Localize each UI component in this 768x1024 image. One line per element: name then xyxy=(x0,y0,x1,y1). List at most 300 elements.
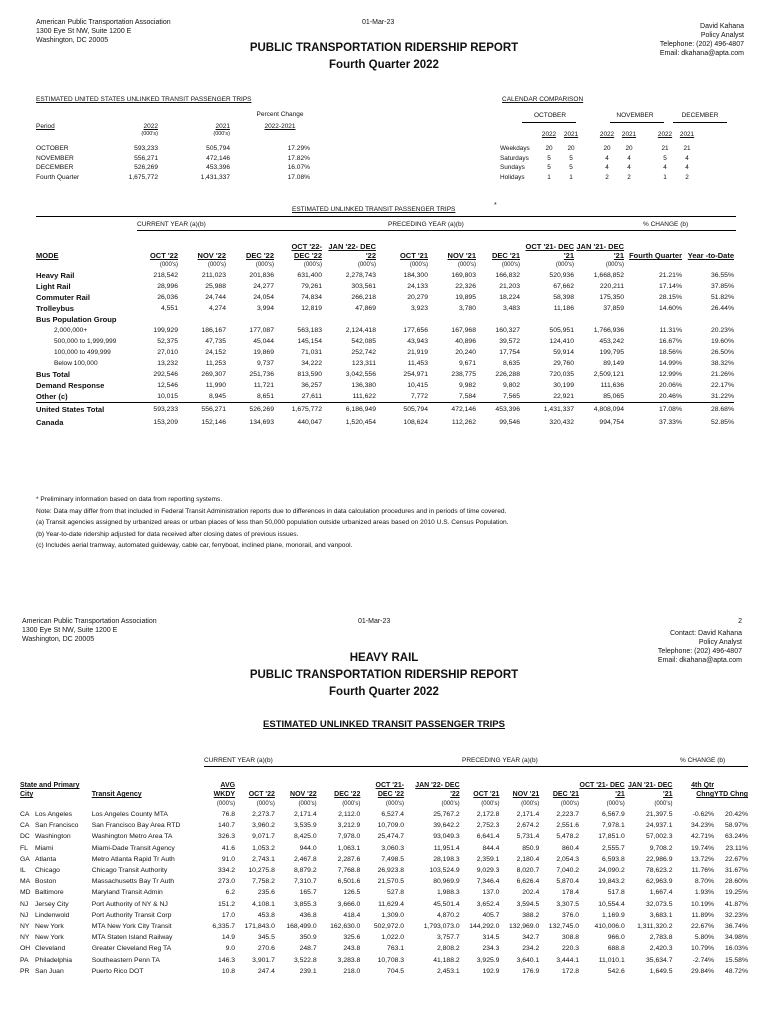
state-city xyxy=(20,820,92,831)
agency-value: 7,758.2 xyxy=(252,878,275,886)
agency-value: 6,527.4 xyxy=(381,811,405,819)
agency-value: 2,783.8 xyxy=(649,934,673,942)
agency-value: 4,870.2 xyxy=(436,911,460,919)
mode-value: 20.23% xyxy=(710,327,734,334)
agency-unit-row xyxy=(20,799,748,809)
mode-value xyxy=(574,314,624,325)
agency-value: 17.0 xyxy=(221,911,236,919)
cal-label: Holidays xyxy=(500,173,525,181)
mode-value: 3,042,556 xyxy=(345,371,376,378)
transit-agency: Washington Metro Area TA xyxy=(91,833,173,841)
mode-value: 4,551 xyxy=(160,305,178,312)
unit-label: (000's) xyxy=(216,801,236,807)
mode-value: 18,224 xyxy=(499,294,520,301)
mode-value: 199,795 xyxy=(599,349,624,356)
agency-value: 376.0 xyxy=(562,911,580,919)
col-2022-2021: 2022-2021 xyxy=(264,123,296,130)
cal-year: 2022 xyxy=(657,130,673,138)
agency-value: 8,879.2 xyxy=(293,867,317,875)
mode-value: 10,015 xyxy=(157,393,178,400)
mode-value: 453,396 xyxy=(476,403,520,417)
state-city xyxy=(20,854,92,865)
agency-row xyxy=(20,854,748,865)
mode-value xyxy=(624,314,682,325)
main-trips-star: * xyxy=(494,202,497,209)
cal-month-nov: NOVEMBER xyxy=(616,112,654,119)
mode-value: 24,744 xyxy=(205,294,226,301)
state-code: MA xyxy=(20,878,31,886)
agency-row xyxy=(20,966,748,977)
footnotes xyxy=(36,494,736,552)
cal-year: 2022 xyxy=(599,130,615,138)
col-header: JAN '22- DEC '22 xyxy=(328,242,376,260)
agency-value: 3,640.1 xyxy=(516,956,540,964)
primary-city: Atlanta xyxy=(35,855,57,863)
mode-value: 167,968 xyxy=(451,327,476,334)
agency-value: 35,634.7 xyxy=(646,956,673,964)
contact-name: David Kahana xyxy=(700,23,744,30)
us-trips-heading: ESTIMATED UNITED STATES UNLINKED TRANSIT PASSENGER TRIPS xyxy=(36,96,252,103)
agency-value: 944.0 xyxy=(299,844,317,852)
group-change: % CHANGE (b) xyxy=(643,221,689,228)
col-header: Fourth Quarter xyxy=(629,251,682,260)
primary-city: San Francisco xyxy=(35,822,79,830)
period-label: Fourth Quarter xyxy=(36,173,80,181)
state-code: CA xyxy=(20,822,30,830)
agency-value: 844.4 xyxy=(482,844,500,852)
state-city xyxy=(20,932,92,943)
cal-corner xyxy=(500,128,538,140)
mode-value: 37.33% xyxy=(658,418,682,426)
mode-value: 238,775 xyxy=(451,371,476,378)
cal-value: 5 xyxy=(547,154,551,162)
unit-label: (000's) xyxy=(409,262,428,268)
mode-value: 17.14% xyxy=(658,283,682,290)
agency-value: 25,767.2 xyxy=(433,811,460,819)
period-pct: 17.82% xyxy=(287,154,310,162)
agency-value: 171,843.0 xyxy=(244,922,275,930)
cal-value: 20 xyxy=(603,145,611,153)
agency-value: 3,522.8 xyxy=(293,956,317,964)
agency-value: 2,467.8 xyxy=(293,855,317,863)
p2-mode-title: HEAVY RAIL xyxy=(349,652,419,664)
agency-value: 3,855.3 xyxy=(293,900,317,908)
agency-value: -0.62% xyxy=(692,811,715,819)
cal-value: 4 xyxy=(685,154,689,162)
agency-value: 10,554.4 xyxy=(598,900,625,908)
col-header: DEC '22 xyxy=(245,251,274,260)
contact-phone: Telephone: (202) 496-4807 xyxy=(659,41,744,48)
cal-row xyxy=(500,154,698,164)
mode-value: 85,065 xyxy=(603,393,624,400)
agency-value: 273.0 xyxy=(218,878,236,886)
state-code: MD xyxy=(20,889,31,897)
agency-value: 3,666.0 xyxy=(337,900,361,908)
agency-value: 31.67% xyxy=(724,867,748,875)
primary-city: San Juan xyxy=(35,967,64,975)
agency-value: 527.8 xyxy=(387,889,405,897)
agency-value: 6.2 xyxy=(225,889,236,897)
mode-label: Demand Response xyxy=(36,381,105,390)
mode-value: 2,124,418 xyxy=(345,327,376,334)
agency-value: 6,335.7 xyxy=(212,922,236,930)
col-header: NOV '22 xyxy=(197,251,226,260)
mode-value: 74,834 xyxy=(301,294,322,301)
agency-value: 126.5 xyxy=(343,889,361,897)
agency-value: 7,040.2 xyxy=(556,867,580,875)
mode-value: 994,754 xyxy=(599,418,624,426)
mode-value: 18.56% xyxy=(658,349,682,356)
agency-value: 15.58% xyxy=(724,956,748,964)
mode-value: 505,794 xyxy=(376,403,428,417)
state-city xyxy=(20,831,92,842)
period-pct: 17.08% xyxy=(287,173,310,181)
agency-value: 5.80% xyxy=(694,934,715,942)
period-pct: 17.29% xyxy=(287,145,310,153)
calendar-heading: CALENDAR COMPARISON xyxy=(502,96,584,103)
unit-row xyxy=(36,260,734,270)
agency-value: 3,683.1 xyxy=(649,911,673,919)
unit-label: (000's) xyxy=(385,801,405,807)
mode-value: 28,996 xyxy=(157,283,178,290)
transit-agency: San Francisco Bay Area RTD xyxy=(91,822,181,830)
cal-value: 2 xyxy=(605,173,609,181)
col-agency: Transit Agency xyxy=(91,791,142,798)
agency-value: 308.8 xyxy=(562,934,580,942)
agency-value: 63.24% xyxy=(724,833,748,841)
mode-value: 7,584 xyxy=(458,393,476,400)
agency-value: 966.0 xyxy=(607,934,625,942)
mode-value: 26,036 xyxy=(157,294,178,301)
col-header: JAN '21- DEC '21 xyxy=(628,782,673,798)
agency-value: 144,292.0 xyxy=(469,922,500,930)
cal-value: 4 xyxy=(605,164,609,172)
mode-value xyxy=(476,314,520,325)
mode-value: 542,085 xyxy=(351,338,376,345)
mode-value: 2,509,121 xyxy=(593,371,624,378)
cal-value: 2 xyxy=(685,173,689,181)
mode-value: 12,819 xyxy=(301,305,322,312)
period-label: DECEMBER xyxy=(36,164,74,172)
org-city: Washington, DC 20005 xyxy=(36,37,109,44)
agency-value: 314.5 xyxy=(482,934,500,942)
mode-row xyxy=(36,358,734,369)
agency-row xyxy=(20,876,748,887)
agency-value: 7,498.5 xyxy=(381,855,405,863)
mode-value: 7,565 xyxy=(502,393,520,400)
mode-value: 226,288 xyxy=(495,371,520,378)
cal-value: 5 xyxy=(569,154,573,162)
agency-value: 342.7 xyxy=(522,934,540,942)
agency-value: 1,988.3 xyxy=(436,889,460,897)
p2-contact-name: Contact: David Kahana xyxy=(670,630,742,637)
agency-value: 39,642.2 xyxy=(433,822,460,830)
mode-value: 11.31% xyxy=(659,327,682,334)
agency-value: 3,960.2 xyxy=(252,822,275,830)
mode-value: 52.85% xyxy=(710,418,734,426)
state-code: DC xyxy=(20,833,30,841)
state-city xyxy=(20,876,92,887)
mode-value: 252,742 xyxy=(351,349,376,356)
mode-value: 79,261 xyxy=(301,283,322,290)
agency-row xyxy=(20,932,748,943)
p2-org-name: American Public Transportation Association xyxy=(22,618,157,625)
mode-value: 89,149 xyxy=(603,360,624,367)
unit-label: (000's) xyxy=(606,801,625,807)
state-city xyxy=(20,943,92,954)
mode-value: 14.60% xyxy=(658,305,682,312)
agency-value: 418.4 xyxy=(343,911,361,919)
col-header: OCT '21 xyxy=(473,791,500,798)
mode-value: 21.26% xyxy=(710,371,734,378)
unit-label: (000's) xyxy=(654,801,673,807)
mode-value: 28.68% xyxy=(682,403,734,417)
org-address xyxy=(36,18,171,45)
mode-value: 22.17% xyxy=(710,382,734,389)
mode-value: 8,651 xyxy=(256,393,274,400)
agency-value: 3,283.8 xyxy=(337,956,361,964)
mode-value: 36,257 xyxy=(301,382,322,389)
agency-value: 7,310.7 xyxy=(293,878,317,886)
agency-value: 3,925.9 xyxy=(476,956,500,964)
col-2021: 2021 xyxy=(215,123,230,130)
period-label: OCTOBER xyxy=(36,145,69,153)
main-trips-heading xyxy=(292,205,455,214)
mode-value: 17,754 xyxy=(499,349,520,356)
mode-value: 563,183 xyxy=(297,327,322,334)
state-city xyxy=(20,809,92,820)
mode-value: 1,520,454 xyxy=(345,418,376,426)
mode-value: 38.32% xyxy=(710,360,734,367)
transit-agency: Los Angeles County MTA xyxy=(91,811,168,819)
mode-value: 123,311 xyxy=(351,360,376,367)
agency-row xyxy=(20,910,748,921)
agency-value: -2.74% xyxy=(692,956,715,964)
agency-value: 2,674.2 xyxy=(516,822,540,830)
mode-label: Heavy Rail xyxy=(36,271,75,280)
agency-value: 93,049.3 xyxy=(433,833,460,841)
primary-city: Baltimore xyxy=(35,889,64,897)
cal-value: 20 xyxy=(545,145,553,153)
mode-value: 39,572 xyxy=(499,338,520,345)
mode-label: Bus Population Group xyxy=(36,315,117,324)
mode-row xyxy=(36,347,734,358)
mode-value: 26.50% xyxy=(710,349,734,356)
agency-value: 48.72% xyxy=(724,967,748,975)
agency-value: 8,425.0 xyxy=(293,833,317,841)
col-header: OCT '21- DEC '21 xyxy=(579,782,625,798)
agency-value: 1,309.0 xyxy=(381,911,405,919)
mode-value: 472,146 xyxy=(428,403,476,417)
agency-value: 78,623.2 xyxy=(646,867,673,875)
agency-value: 26,923.8 xyxy=(377,867,405,875)
mode-value xyxy=(128,314,178,325)
footnote-c: (c) Includes aerial tramway, automated guideway, cable car, ferryboat, inclined plane, monorail, and vanpool. xyxy=(36,542,353,549)
mode-label: 500,000 to 1,999,999 xyxy=(54,338,117,345)
primary-city: Los Angeles xyxy=(35,811,73,819)
mode-label: Commuter Rail xyxy=(36,293,91,302)
mode-row xyxy=(36,292,734,303)
col-header: OCT '21- DEC '22 xyxy=(375,782,405,798)
cal-value: 5 xyxy=(569,164,573,172)
mode-value: 37.85% xyxy=(710,283,734,290)
agency-value: 3,535.9 xyxy=(293,822,317,830)
agency-value: 1,793,073.0 xyxy=(423,922,460,930)
p2-contact-title: Policy Analyst xyxy=(698,639,742,646)
mode-value: 303,561 xyxy=(351,283,376,290)
agency-value: 34.23% xyxy=(691,822,715,830)
agency-value: 103,524.9 xyxy=(429,867,460,875)
agency-value: 247.4 xyxy=(257,967,275,975)
agency-row xyxy=(20,943,748,954)
footnote-a: (a) Transit agencies assigned by urbanized areas or urban places of less than 50,000 population outside urbanized areas based on 2010 U.S. Census Population. xyxy=(36,519,509,526)
agency-value: 132,969.0 xyxy=(509,922,540,930)
mode-value: 12.99% xyxy=(658,371,682,378)
cal-row xyxy=(500,144,698,154)
mode-value: 47,869 xyxy=(355,305,376,312)
agency-value: 7,346.4 xyxy=(476,878,500,886)
agency-value: 151.2 xyxy=(218,900,236,908)
agency-value: 234.3 xyxy=(482,945,500,953)
cal-label: Weekdays xyxy=(500,145,530,153)
agency-value: 2,287.6 xyxy=(337,855,361,863)
agency-value: 32.23% xyxy=(724,911,748,919)
agency-value: 345.5 xyxy=(257,934,275,942)
agency-value: 22,986.9 xyxy=(646,855,673,863)
footnote-b: (b) Year-to-date ridership adjusted for data received after closing dates of previous issues. xyxy=(36,530,299,538)
period-2021: 472,146 xyxy=(206,154,230,162)
org-street: 1300 Eye St NW, Suite 1200 E xyxy=(36,28,132,35)
agency-value: 248.7 xyxy=(299,945,317,953)
mode-value: 3,780 xyxy=(458,305,476,312)
cal-value: 5 xyxy=(547,164,551,172)
agency-value: 178.4 xyxy=(562,889,580,897)
agency-value: 76.8 xyxy=(221,811,236,819)
agency-value: 34.98% xyxy=(724,934,748,942)
agency-value: 45,501.4 xyxy=(433,900,460,908)
mode-value: 26.44% xyxy=(710,305,734,312)
agency-value: 2,112.0 xyxy=(338,811,361,819)
mode-row xyxy=(36,380,734,391)
p2-page-number: 2 xyxy=(738,618,742,625)
mode-value: 12,546 xyxy=(157,382,178,389)
agency-value: 704.5 xyxy=(387,967,405,975)
agency-value: 11.76% xyxy=(691,867,715,875)
agency-value: 3,444.1 xyxy=(556,956,580,964)
mode-value: 111,622 xyxy=(352,393,376,400)
mode-row xyxy=(36,391,734,403)
cal-value: 21 xyxy=(661,145,669,153)
mode-value: 19,895 xyxy=(455,294,476,301)
mode-value: 1,675,772 xyxy=(274,403,322,417)
mode-value: 13,232 xyxy=(157,360,178,367)
agency-value: 8.70% xyxy=(694,878,715,886)
agency-value: 9,029.3 xyxy=(476,867,500,875)
transit-agency: Puerto Rico DOT xyxy=(91,967,144,975)
mode-value xyxy=(376,314,428,325)
mode-value: 186,167 xyxy=(201,327,226,334)
agency-value: 388.2 xyxy=(522,911,540,919)
main-trips-heading-text: ESTIMATED UNLINKED TRANSIT PASSENGER TRIPS xyxy=(292,206,456,213)
cal-value: 4 xyxy=(627,154,631,162)
agency-value: 24,090.2 xyxy=(598,867,625,875)
mode-value: 505,951 xyxy=(549,327,574,334)
agency-value: 325.6 xyxy=(343,934,361,942)
mode-value: 266,218 xyxy=(351,294,376,301)
unit-label: (000's) xyxy=(298,801,317,807)
p2-org-city: Washington, DC 20005 xyxy=(22,636,95,643)
p2-org-street: 1300 Eye St NW, Suite 1200 E xyxy=(22,627,118,634)
agency-value: 517.8 xyxy=(607,889,625,897)
mode-value: 199,929 xyxy=(153,327,178,334)
agency-value: 405.7 xyxy=(482,911,500,919)
col-header: OCT '21 xyxy=(399,251,428,260)
mode-value: 20,240 xyxy=(455,349,476,356)
agency-value: 10,708.3 xyxy=(377,956,405,964)
agency-value: 25,474.7 xyxy=(377,833,405,841)
mode-value: 16.67% xyxy=(658,338,682,345)
agency-value: 162,630.0 xyxy=(330,922,361,930)
agency-value: 2,808.2 xyxy=(436,945,460,953)
mode-value: 8,635 xyxy=(502,360,520,367)
mode-value: 27,611 xyxy=(301,393,322,400)
mode-value: 20,279 xyxy=(407,294,428,301)
mode-value: 43,943 xyxy=(407,338,428,345)
mode-value: 152,146 xyxy=(201,418,226,426)
agency-value: 2,171.4 xyxy=(516,811,540,819)
col-header: YTD Chng xyxy=(714,791,748,798)
state-code: NY xyxy=(20,934,30,942)
p2-contact-phone: Telephone: (202) 496-4807 xyxy=(657,648,742,655)
period-label: NOVEMBER xyxy=(36,154,74,162)
mode-value: 218,542 xyxy=(153,272,178,279)
mode-label: United States Total xyxy=(36,403,128,417)
mode-value: 453,242 xyxy=(599,338,624,345)
agency-value: 11,010.1 xyxy=(598,956,625,964)
cal-value: 20 xyxy=(625,145,633,153)
agency-value: 29.84% xyxy=(691,967,715,975)
cal-month-oct: OCTOBER xyxy=(533,112,567,119)
col-mode: MODE xyxy=(36,251,59,260)
col-header: NOV '21 xyxy=(512,791,540,798)
mode-value: 99,546 xyxy=(499,418,520,426)
unit-label: (000's) xyxy=(457,262,476,268)
mode-value xyxy=(226,314,274,325)
agency-value: 62,963.9 xyxy=(646,878,673,886)
cal-value: 1 xyxy=(569,173,573,181)
agency-value: 146.3 xyxy=(218,956,236,964)
unit-label: (000's) xyxy=(357,262,376,268)
mode-value: 36.55% xyxy=(710,272,734,279)
primary-city: Philadelphia xyxy=(35,956,73,964)
mode-label: 2,000,000+ xyxy=(54,327,88,334)
mode-value: 51.82% xyxy=(710,294,734,301)
agency-row xyxy=(20,831,748,842)
agency-value: 168,499.0 xyxy=(286,922,317,930)
cal-year-row xyxy=(500,128,698,140)
p2-contact-email: Email: dkahana@apta.com xyxy=(657,657,742,664)
agency-row xyxy=(20,820,748,831)
agency-value: 202.4 xyxy=(522,889,540,897)
agency-value: 10.8 xyxy=(221,967,236,975)
mode-value: 21,203 xyxy=(499,283,520,290)
mode-value: 11,186 xyxy=(553,305,574,312)
mode-value: 9,737 xyxy=(256,360,274,367)
contact-title: Policy Analyst xyxy=(700,32,744,39)
group-preceding: PRECEDING YEAR (a)(b) xyxy=(388,221,464,228)
agency-value: 850.9 xyxy=(522,844,540,852)
mode-row xyxy=(36,336,734,347)
